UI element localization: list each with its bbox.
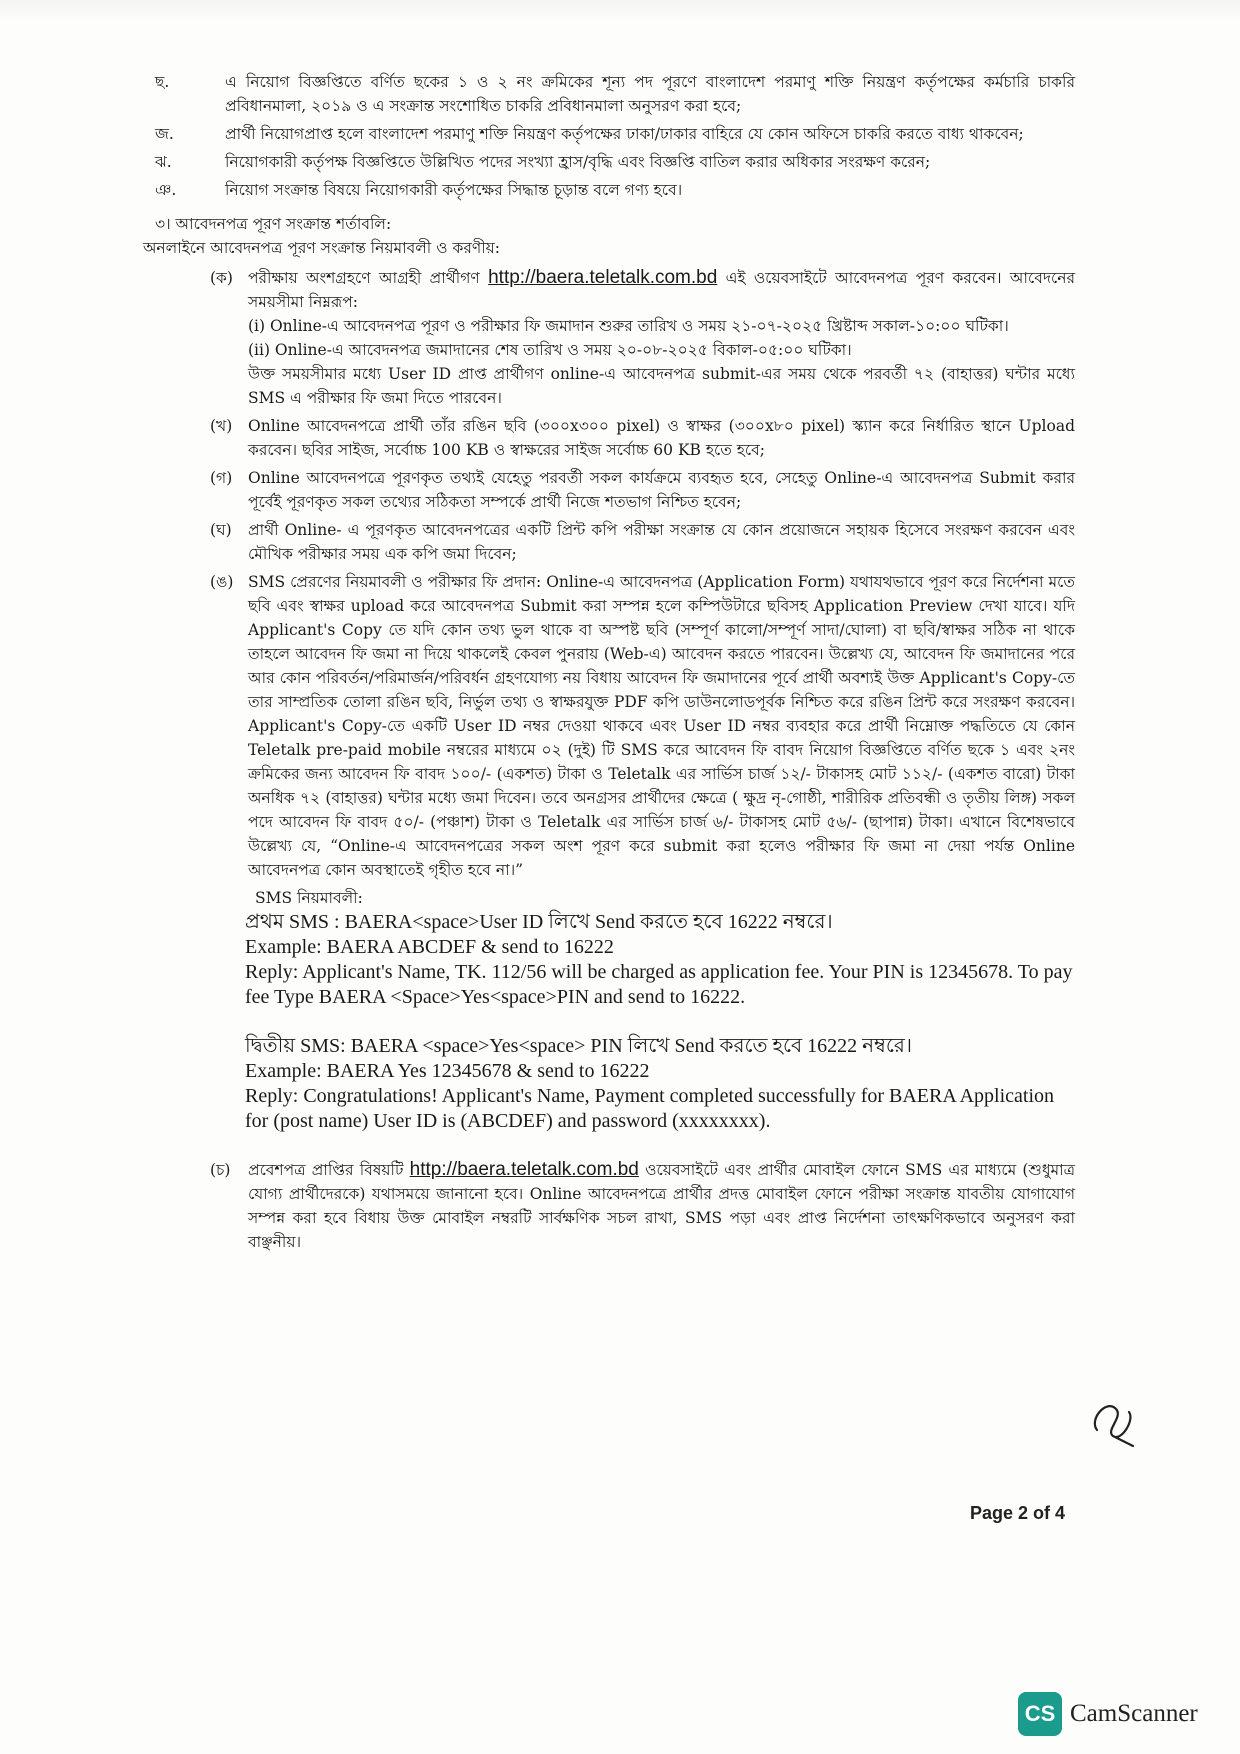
clause-pre: পরীক্ষায় অংশগ্রহণে আগ্রহী প্রার্থীগণ: [248, 269, 480, 287]
item-text: নিয়োগকারী কর্তৃপক্ষ বিজ্ঞপ্তিতে উল্লিখিত পদের সংখ্যা হ্রাস/বৃদ্ধি এবং বিজ্ঞপ্তি বাতিল করার অধিকার সংরক্ষণ করেন;: [225, 153, 931, 171]
item-text: নিয়োগ সংক্রান্ত বিষয়ে নিয়োগকারী কর্তৃপক্ষের সিদ্ধান্ত চূড়ান্ত বলে গণ্য হবে।: [225, 181, 683, 199]
sms-example-2: Example: BAERA Yes 12345678 & send to 16222: [245, 1060, 650, 1082]
camscanner-logo-icon: CS: [1018, 1692, 1062, 1736]
timeline-end: (ii) Online-এ আবেদনপত্র জমাদানের শেষ তারিখ ও সময় ২০-০৮-২০২৫ বিকাল-০৫:০০ ঘটিকা।: [248, 341, 852, 359]
sms-heading: SMS নিয়মাবলী:: [255, 889, 363, 907]
document-body: [143, 70, 1075, 1258]
sms-instructions: [245, 886, 1075, 1134]
camscanner-watermark: [1018, 1692, 1198, 1736]
camscanner-name: CamScanner: [1070, 1700, 1198, 1727]
spacer: [245, 1010, 1075, 1034]
timeline-start: (i) Online-এ আবেদনপত্র পূরণ ও পরীক্ষার ফি জমাদান শুরুর তারিখ ও সময় ২১-০৭-২০২৫ খ্রিষ্টাব্দ সকাল-১০:০০ ঘটিকা।: [248, 317, 1009, 335]
item-mark: ঞ.: [155, 181, 177, 199]
website-link[interactable]: http://baera.teletalk.com.bd: [409, 1159, 639, 1180]
clause-mark: (ক): [210, 269, 233, 287]
page-number: Page 2 of 4: [970, 1503, 1066, 1523]
sms-example-1: Example: BAERA ABCDEF & send to 16222: [245, 936, 614, 958]
clause-gha: [210, 518, 1075, 566]
sms-reply-2: Reply: Congratulations! Applicant's Name, Payment completed successfully for BAERA Application for (post name) User ID is (ABCDEF) and password (xxxxxxxx).: [245, 1085, 1055, 1132]
sms-first: প্রথম SMS : BAERA<space>User ID লিখে Send করতে হবে 16222 নম্বরে।: [245, 911, 833, 933]
clause-post: ওয়েবসাইটে এবং প্রার্থীর মোবাইল ফোনে SMS এর মাধ্যমে (শুধুমাত্র যোগ্য প্রার্থীদেরকে) যথাসময়ে জানানো হবে। Online আবেদনপত্রে প্রার্থীর প্রদত্ত মোবাইল ফোনে পরীক্ষা সংক্রান্ত যাবতীয় যোগাযোগ সম্পন্ন করা হবে বিধায় উক্ত মোবাইল নম্বরটি সার্বক্ষণিক সচল রাখা, SMS পড়া এবং প্রাপ্ত নির্দেশনা তাৎক্ষণিকভাবে অনুসরণ করা বাঞ্ছনীয়।: [248, 1161, 1075, 1251]
list-item: [155, 178, 1075, 202]
clause-ga: [210, 466, 1075, 514]
spacer: [155, 1134, 1075, 1158]
signature-mark: [1085, 1390, 1145, 1450]
clause-text: প্রার্থী Online- এ পূরণকৃত আবেদনপত্রের একটি প্রিন্ট কপি পরীক্ষা সংক্রান্ত যে কোন প্রয়োজনে সহায়ক হিসেবে সংরক্ষণ করবেন এবং মৌখিক পরীক্ষার সময় এক কপি জমা দিবেন;: [248, 521, 1075, 563]
website-link[interactable]: http://baera.teletalk.com.bd: [488, 267, 718, 288]
list-item: [155, 150, 1075, 174]
item-mark: জ.: [155, 125, 174, 143]
clause-text: [248, 266, 1075, 410]
section-subtitle: অনলাইনে আবেদনপত্র পূরণ সংক্রান্ত নিয়মাবলী ও করণীয়:: [143, 239, 501, 257]
list-item: [155, 70, 1075, 118]
clause-text: [248, 1158, 1075, 1254]
clause-cha: [210, 1158, 1075, 1254]
clause-mark: (চ): [210, 1161, 231, 1179]
item-mark: ছ.: [155, 73, 170, 91]
clause-mark: (ঙ): [210, 573, 234, 591]
clause-ka: [210, 266, 1075, 410]
item-text: এ নিয়োগ বিজ্ঞপ্তিতে বর্ণিত ছকের ১ ও ২ নং ক্রমিকের শূন্য পদ পূরণে বাংলাদেশ পরমাণু শক্তি নিয়ন্ত্রণ কর্তৃপক্ষের কর্মচারি চাকরি প্রবিধানমালা, ২০১৯ ও এ সংক্রান্ত সংশোধিত চাকরি প্রবিধানমালা অনুসরণ করা হবে;: [225, 73, 1075, 115]
clause-mark: (খ): [210, 417, 233, 435]
clause-uma: [210, 570, 1075, 882]
clause-text: Online আবেদনপত্রে পূরণকৃত তথ্যই যেহেতু পরবর্তী সকল কার্যক্রমে ব্যবহৃত হবে, সেহেতু Online-এ আবেদনপত্র Submit করার পূর্বেই পূরণকৃত সকল তথ্যের সঠিকতা সম্পর্কে প্রার্থী নিজে শতভাগ নিশ্চিত হবেন;: [248, 469, 1075, 511]
item-text: প্রার্থী নিয়োগপ্রাপ্ত হলে বাংলাদেশ পরমাণু শক্তি নিয়ন্ত্রণ কর্তৃপক্ষের ঢাকা/ঢাকার বাহিরে যে কোন অফিসে চাকরি করতে বাধ্য থাকবেন;: [225, 125, 1024, 143]
clause-post: এই ওয়েবসাইটে আবেদনপত্র পূরণ করবেন। আবেদনের সময়সীমা নিম্নরূপ:: [248, 269, 1075, 311]
list-item: [155, 122, 1075, 146]
item-mark: ঝ.: [155, 153, 172, 171]
timeline-note: উক্ত সময়সীমার মধ্যে User ID প্রাপ্ত প্রার্থীগণ online-এ আবেদনপত্র submit-এর সময় থেকে পরবর্তী ৭২ (বাহাত্তর) ঘন্টার মধ্যে SMS এ পরীক্ষার ফি জমা দিতে পারবেন।: [248, 365, 1075, 407]
section-title: ৩। আবেদনপত্র পূরণ সংক্রান্ত শর্তাবলি:: [155, 215, 392, 233]
clause-pre: প্রবেশপত্র প্রাপ্তির বিষয়টি: [248, 1161, 404, 1179]
clause-mark: (ঘ): [210, 521, 232, 539]
sms-reply-1: Reply: Applicant's Name, TK. 112/56 will be charged as application fee. Your PIN is 12345678. To pay fee Type BAERA <Space>Yes<space>PIN and send to 16222.: [245, 961, 1073, 1008]
top-items: [155, 70, 1075, 202]
clause-kha: [210, 414, 1075, 462]
clause-text: SMS প্রেরণের নিয়মাবলী ও পরীক্ষার ফি প্রদান: Online-এ আবেদনপত্র (Application Form) যথাযথভাবে পূরণ করে নির্দেশনা মতে ছবি এবং স্বাক্ষর upload করে আবেদনপত্র Submit করা সম্পন্ন হলে কম্পিউটারে ছবিসহ Application Preview দেখা যাবে। যদি Applicant's Copy তে যদি কোন তথ্য ভুল থাকে বা অস্পষ্ট ছবি (সম্পূর্ণ কালো/সম্পূর্ণ সাদা/ঘোলা) বা ছবি/স্বাক্ষর সঠিক না থাকে তাহলে আবেদন ফি জমা না দিয়ে থাকলেই কেবল পুনরায় (Web-এ) আবেদন করতে পারবেন। উল্লেখ্য যে, আবেদন ফি জমাদানের পরে আর কোন পরিবর্তন/পরিমার্জন/পরিবর্ধন গ্রহণযোগ্য নয় বিধায় আবেদন ফি জমাদানের পূর্বে প্রার্থী অবশ্যই উক্ত Applicant's Copy-তে তার সাম্প্রতিক তোলা রঙিন ছবি, নির্ভুল তথ্য ও স্বাক্ষরযুক্ত PDF কপি ডাউনলোডপূর্বক নিশ্চিত করে রঙিন প্রিন্ট করে সংরক্ষণ করবেন। Applicant's Copy-তে একটি User ID নম্বর দেওয়া থাকবে এবং User ID নম্বর ব্যবহার করে প্রার্থী নিম্নোক্ত পদ্ধতিতে যে কোন Teletalk pre-paid mobile নম্বরের মাধ্যমে ০২ (দুই) টি SMS করে আবেদন ফি বাবদ নিয়োগ বিজ্ঞপ্তিতে বর্ণিত ছকে ১ এবং ২নং ক্রমিকের জন্য আবেদন ফি বাবদ ১০০/- (একশত) টাকা ও Teletalk এর সার্ভিস চার্জ ১২/- টাকাসহ মোট ১১২/- (একশত বারো) টাকা অনধিক ৭২ (বাহাত্তর) ঘন্টার মধ্যে জমা দিবেন। তবে অনগ্রসর প্রার্থীদের ক্ষেত্রে ( ক্ষুদ্র নৃ-গোষ্ঠী, শারীরিক প্রতিবন্ধী ও তৃতীয় লিঙ্গ) সকল পদে আবেদন ফি বাবদ ৫০/- (পঞ্চাশ) টাকা ও Teletalk এর সার্ভিস চার্জ ৬/- টাকাসহ মোট ৫৬/- (ছাপান্ন) টাকা। এখানে বিশেষভাবে উল্লেখ্য যে, “Online-এ আবেদনপত্রের সকল অংশ পূরণ করে submit করা হলেও পরীক্ষার ফি জমা না দেয়া পর্যন্ত Online আবেদনপত্র কোন অবস্থাতেই গৃহীত হবে না।”: [248, 573, 1075, 879]
clause-mark: (গ): [210, 469, 233, 487]
sms-second: দ্বিতীয় SMS: BAERA <space>Yes<space> PIN লিখে Send করতে হবে 16222 নম্বরে।: [245, 1035, 913, 1057]
clause-text: Online আবেদনপত্রে প্রার্থী তাঁর রঙিন ছবি (৩০০x৩০০ pixel) ও স্বাক্ষর (৩০০x৮০ pixel) স্ক্যান করে নির্ধারিত স্থানে Upload করবেন। ছবির সাইজ, সর্বোচ্চ 100 KB ও স্বাক্ষরের সাইজ সর্বোচ্চ 60 KB হতে হবে;: [248, 417, 1075, 459]
